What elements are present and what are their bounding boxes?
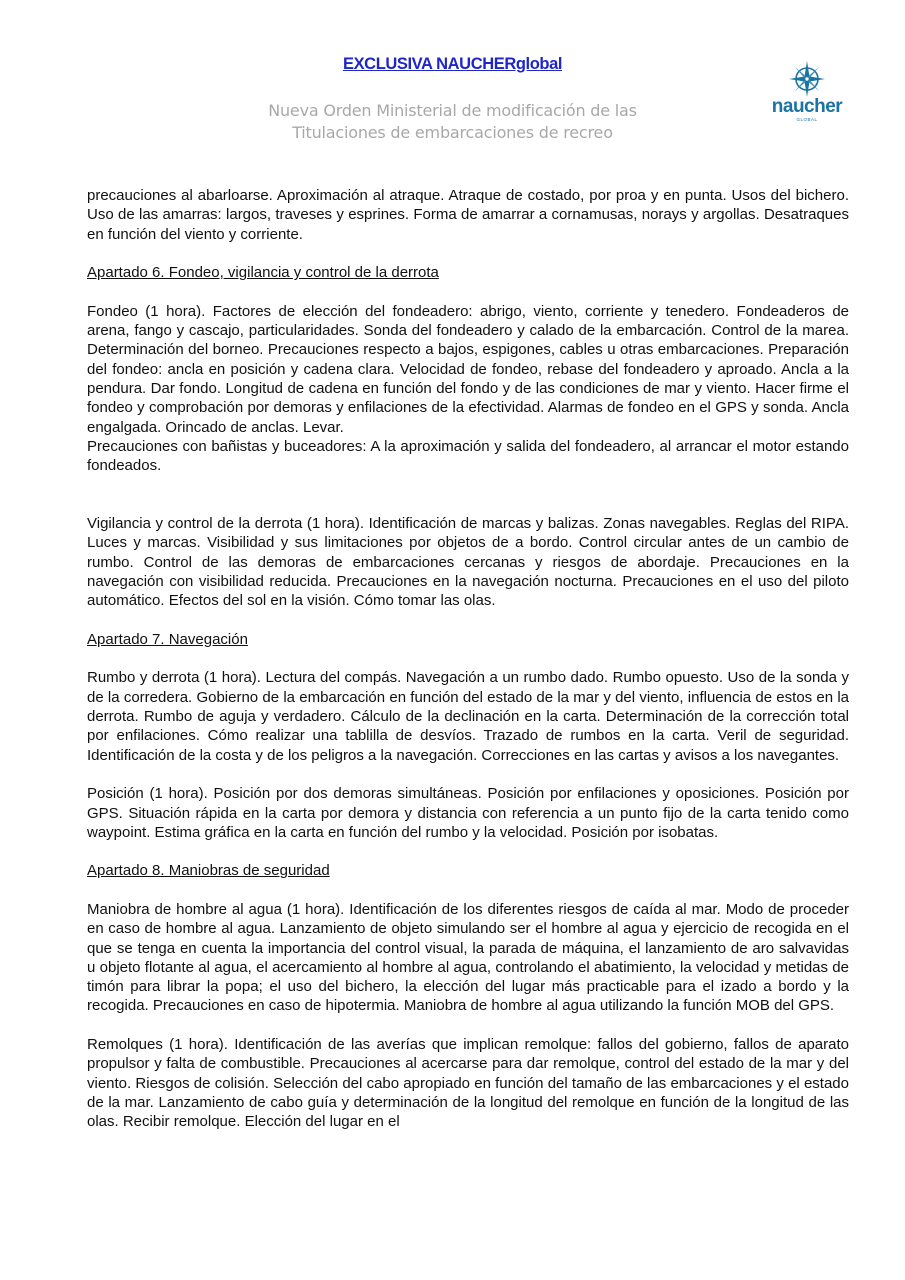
header-title-link[interactable]: EXCLUSIVA NAUCHERglobal <box>342 55 563 73</box>
paragraph-rumbo: Rumbo y derrota (1 hora). Lectura del compás. Navegación a un rumbo dado. Rumbo opuesto. Uso de la sonda y de la corredera. Gobierno de la embarcación en función del estado de la mar y del viento, influencia de estos en la derrota. Rumbo de aguja y verdadero. Cálculo de la declinación en la carta. Determinación de la corrección total por enfilaciones. Cómo realizar una tablilla de desvíos. Trazado de rumbos en la carta. Veril de seguridad. Identificación de la costa y de los peligros a la navegación. Correcciones en las cartas y avisos a los navegantes. <box>87 669 849 764</box>
header-subtitle-line1: Nueva Orden Ministerial de modificación de las <box>268 101 637 120</box>
logo-brand-subtext: GLOBAL <box>796 117 818 122</box>
compass-rose-icon <box>788 60 826 98</box>
section-heading-7: Apartado 7. Navegación <box>87 630 248 648</box>
logo-brand-text: naucher <box>771 96 843 117</box>
paragraph-banistas: Precauciones con bañistas y buceadores: A la aproximación y salida del fondeadero, al arrancar el motor estando fondeados. <box>87 437 849 475</box>
naucher-logo <box>764 60 850 124</box>
paragraph-vigilancia: Vigilancia y control de la derrota (1 hora). Identificación de marcas y balizas. Zonas navegables. Reglas del RIPA. Luces y marcas. Visibilidad y sus limitaciones por objetos de a bordo. Control circular antes de un cambio de rumbo. Control de las demoras de embarcaciones cercanas y riesgos de abordaje. Precauciones en la navegación con visibilidad reducida. Precauciones en la navegación nocturna. Precauciones en el uso del piloto automático. Efectos del sol en la visión. Cómo tomar las olas. <box>87 515 849 610</box>
paragraph-remolques: Remolques (1 hora). Identificación de las averías que implican remolque: fallos del gobierno, fallos de aparato propulsor y falta de combustible. Precauciones al acercarse para dar remolque, control del estado de la mar y del viento. Riesgos de colisión. Selección del cabo apropiado en función del tamaño de las embarcaciones y el estado de la mar. Lanzamiento de cabo guía y determinación de la longitud del remolque en función de la longitud de las olas. Recibir remolque. Elección del lugar en el <box>87 1036 849 1131</box>
section-heading-8: Apartado 8. Maniobras de seguridad <box>87 862 330 880</box>
header-subtitle-line2: Titulaciones de embarcaciones de recreo <box>292 123 613 142</box>
paragraph-fondeo: Fondeo (1 hora). Factores de elección del fondeadero: abrigo, viento, corriente y tenedero. Fondeaderos de arena, fango y cascajo, particularidades. Sonda del fondeadero y calado de la embarcación. Control de la marea. Determinación del borneo. Precauciones respecto a bajos, espigones, cables u otras embarcaciones. Preparación del fondeo: ancla en posición y cadena clara. Velocidad de fondeo, rebase del fondeadero y aproado. Ancla a la pendura. Dar fondo. Longitud de cadena en función del fondo y de las condiciones de mar y viento. Hacer firme el fondeo y comprobación por demoras y enfilaciones de la efectividad. Alarmas de fondeo en el GPS y sonda. Ancla engalgada. Orincado de anclas. Levar. <box>87 302 849 436</box>
section-heading-6: Apartado 6. Fondeo, vigilancia y control de la derrota <box>87 264 439 282</box>
paragraph-hombre-al-agua: Maniobra de hombre al agua (1 hora). Identificación de los diferentes riesgos de caída al mar. Modo de proceder en caso de hombre al agua. Lanzamiento de objeto simulando ser el hombre al agua y ejercicio de recogida en el que se tenga en cuenta la importancia del control visual, la parada de máquina, el lanzamiento de aro salvavidas u objeto flotante al agua, el acercamiento al hombre al agua, controlando el abatimiento, la velocidad y metidas de timón para librar la popa; el uso del bichero, la elección del lugar más practicable para el izado a bordo y la recogida. Precauciones en caso de hipotermia. Maniobra de hombre al agua utilizando la función MOB del GPS. <box>87 900 849 1015</box>
document-body <box>87 186 849 1132</box>
paragraph-posicion: Posición (1 hora). Posición por dos demoras simultáneas. Posición por enfilaciones y oposiciones. Posición por GPS. Situación rápida en la carta por demora y distancia con referencia a un punto fijo de la carta tenido como waypoint. Estima gráfica en la carta en función del rumbo y la velocidad. Posición por isobatas. <box>87 785 849 841</box>
paragraph-intro: precauciones al abarloarse. Aproximación al atraque. Atraque de costado, por proa y en punta. Usos del bichero. Uso de las amarras: largos, traveses y esprines. Forma de amarrar a cornamusas, norays y argollas. Desatraques en función del viento y corriente. <box>87 187 849 243</box>
